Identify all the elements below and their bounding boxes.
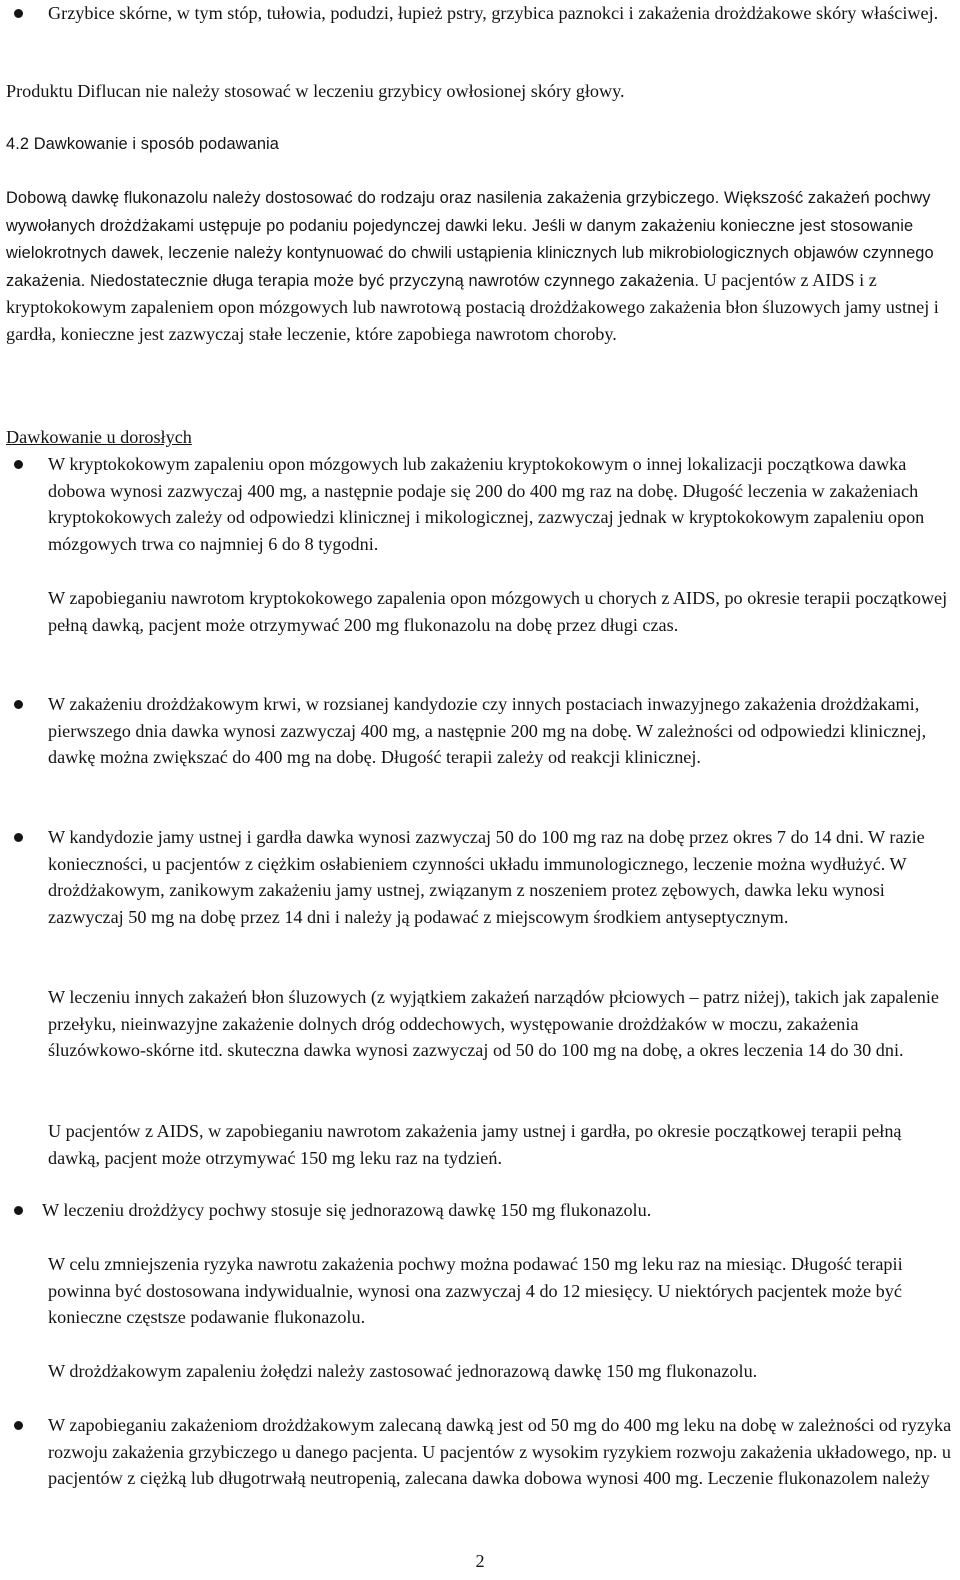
list-item-paragraph: W drożdżakowym zapaleniu żołędzi należy zastosować jednorazową dawkę 150 mg flukonazolu. [48, 1361, 758, 1381]
list-item: W kryptokokowym zapaleniu opon mózgowych lub zakażeniu kryptokokowym o innej lokalizacji początkowa dawka dobowa wynosi zazwyczaj 400 mg, a następnie podaje się 200 do 400 mg raz na dobę. Długość leczenia w zakażeniach kryptokokowych zależy od odpowiedzi klinicznej i mikologicznej, zazwyczaj jednak w kryptokokowym zapaleniu opon mózgowych trwa co najmniej 6 do 8 tygodni. [48, 454, 925, 554]
bullet-icon [14, 460, 23, 469]
bullet-icon [14, 1421, 23, 1430]
list-item-paragraph: W leczeniu innych zakażeń błon śluzowych (z wyjątkiem zakażeń narządów płciowych – patrz niżej), takich jak zapalenie przełyku, nieinwazyjne zakażenie dolnych dróg oddechowych, występowanie drożdżaków w moczu, zakażenia śluzówkowo-skórne itd. skuteczna dawka wynosi zazwyczaj od 50 do 100 mg na dobę, a okres leczenia 14 do 30 dni. [48, 987, 939, 1061]
list-item-paragraph: W celu zmniejszenia ryzyka nawrotu zakażenia pochwy można podawać 150 mg leku raz na miesiąc. Długość terapii powinna być dostosowana indywidualnie, wynosi ona zazwyczaj 4 do 12 miesięcy. U niektórych pacjentek może być konieczne częstsze podawanie flukonazolu. [48, 1254, 903, 1328]
bullet-icon [14, 833, 23, 842]
list-item: W kandydozie jamy ustnej i gardła dawka wynosi zazwyczaj 50 do 100 mg raz na dobę przez okres 7 do 14 dni. W razie konieczności, u pacjentów z ciężkim osłabieniem czynności układu immunologicznego, leczenie można wydłużyć. W drożdżakowym, zanikowym zakażeniu jamy ustnej, związanym z noszeniem protez zębowych, dawka leku wynosi zazwyczaj 50 mg na dobę przez 14 dni i należy ją podawać z miejscowym środkiem antyseptycznym. [48, 827, 925, 927]
bullet-icon [14, 700, 23, 709]
list-item: Grzybice skórne, w tym stóp, tułowia, podudzi, łupież pstry, grzybica paznokci i zakażenia drożdżakowe skóry właściwej. [48, 3, 939, 23]
list-item-paragraph: U pacjentów z AIDS, w zapobieganiu nawrotom zakażenia jamy ustnej i gardła, po okresie początkowej terapii pełną dawką, pacjent może otrzymywać 150 mg leku raz na tydzień. [48, 1121, 902, 1168]
section-heading: 4.2 Dawkowanie i sposób podawania [6, 135, 280, 153]
intro-serif-text: U pacjentów z AIDS i z kryptokokowym zapaleniem opon mózgowych lub nawrotową postacią drożdżakowego zakażenia błon śluzowych jamy ustnej i gardła, konieczne jest zazwyczaj stałe leczenie, które zapobiega nawrotom choroby. [6, 269, 939, 344]
list-item: W zakażeniu drożdżakowym krwi, w rozsianej kandydozie czy innych postaciach inwazyjnego zakażenia drożdżakami, pierwszego dnia dawka wynosi zazwyczaj 400 mg, a następnie 200 mg na dobę. W zależności od odpowiedzi klinicznej, dawkę można zwiększać do 400 mg na dobę. Długość terapii zależy od reakcji klinicznej. [48, 694, 927, 768]
list-item-extra: W zapobieganiu nawrotom kryptokokowego zapalenia opon mózgowych u chorych z AIDS, po okresie terapii początkowej pełną dawką, pacjent może otrzymywać 200 mg flukonazolu na dobę przez długi czas. [48, 588, 948, 635]
bullet-icon [14, 1206, 23, 1215]
adults-heading: Dawkowanie u dorosłych [6, 427, 192, 447]
bullet-icon [14, 9, 23, 18]
note-paragraph: Produktu Diflucan nie należy stosować w leczeniu grzybicy owłosionej skóry głowy. [6, 81, 625, 101]
list-item: W zapobieganiu zakażeniom drożdżakowym zalecaną dawką jest od 50 mg do 400 mg leku na dobę w zależności od ryzyka rozwoju zakażenia grzybiczego u danego pacjenta. U pacjentów z wysokim ryzykiem rozwoju zakażenia układowego, np. u pacjentów z ciężką lub długotrwałą neutropenią, zalecana dawka dobowa wynosi 400 mg. Leczenie flukonazolem należy [48, 1415, 952, 1489]
intro-paragraph [6, 184, 954, 348]
page-number: 2 [475, 1551, 485, 1571]
list-item: W leczeniu drożdżycy pochwy stosuje się jednorazową dawkę 150 mg flukonazolu. [42, 1200, 652, 1220]
intro-sans-text: Dobową dawkę flukonazolu należy dostosować do rodzaju oraz nasilenia zakażenia grzybiczego. Większość zakażeń pochwy wywołanych drożdżakami ustępuje po podaniu pojedynczej dawki leku. Jeśli w danym zakażeniu konieczne jest stosowanie wielokrotnych dawek, leczenie należy kontynuować do chwili ustąpienia klinicznych lub mikrobiologicznych objawów czynnego zakażenia. Niedostatecznie długa terapia może być przyczyną nawrotów czynnego zakażenia. [6, 189, 934, 290]
